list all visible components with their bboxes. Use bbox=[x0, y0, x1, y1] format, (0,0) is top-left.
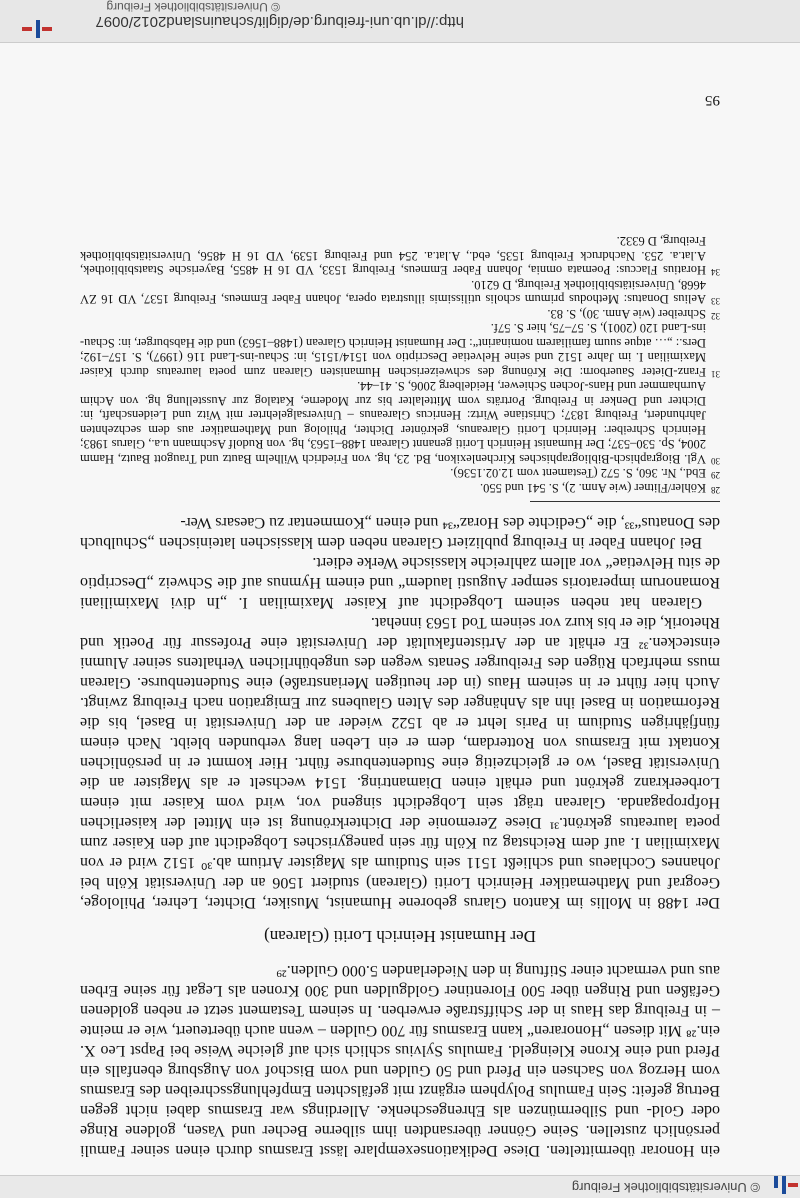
footnote bbox=[80, 307, 720, 322]
body-paragraph: ein Honorar übermittelten. Diese Dedikationsexemplare lässt Erasmus durch einen seiner Famuli persönlich zustellen. Seine Gönner übersandten ihm silberne Becher und Vasen, goldene Ringe oder Gold- und Silbermünzen als Ehrengeschenke. Allerdings war Erasmus dabei nicht gegen Betrug gefeit: Sein Famulus Polyphem ergänzt mit gefälschten Empfehlungsschreiben des Erasmus vom Herzog von Sachsen ein Pferd und 50 Gulden und vom Bischof von Augsburg ebenfalls ein Pferd und eine Krone Kleingeld. Famulus Sylvius schlich sich auf gleiche Weise bei Papst Leo X. ein.²⁸ Mit diesen „Honoraren“ kann Erasmus für 700 Gulden – wenn auch überteuert, wie er meinte – in Freiburg das Haus in der Schiffstraße erwerben. In seinem Testament setzt er neben goldenen Gefäßen und Ringen über 500 Florentiner Goldgulden und 300 Kronen als Legat für seine Erben aus und vermacht einer Stiftung in den Niederlanden 5.000 Gulden.²⁹ bbox=[80, 962, 720, 1159]
footnote-text: Ebd., Nr. 360, S. 572 (Testament vom 12.02.1536). bbox=[450, 466, 706, 481]
footnote-number: 34 bbox=[711, 267, 720, 278]
page-number: 95 bbox=[705, 92, 720, 108]
footnote-text: Franz-Dieter Sauerborn: Die Krönung des schweizerischen Humanisten Glarean zum poeta laureatus durch Kaiser Maximilian I. im Jahre 1512 und seine Helvetiae Descriptio von 1514/1515, in: Schau-ins-Land 116 (1997), S. 157–192; Ders.: „… atque suum familiarem nominarint“: Der Humanist Heinrich Glarean (1488–1563) und die Habsburger, in: Schau-ins-Land 120 (2001), S. 57–75, hier S. 57f. bbox=[80, 321, 706, 379]
footnote-number: 31 bbox=[711, 369, 720, 379]
footnote-number: 30 bbox=[711, 456, 720, 466]
body-paragraph: Glarean hat neben seinem Lobgedicht auf Kaiser Maximilian I. „In divi Maximiliani Romanorum imperatoris semper Augusti laudem“ und einem Hymnus auf die Schweiz „Descriptio de situ Helvetiae“ vor allem zahlreiche klassische Werke ediert. bbox=[80, 554, 720, 611]
footnote bbox=[80, 321, 720, 379]
footnote-text: Aelius Donatus: Methodus primum scholis utilissimis illustrata opera, Johann Faber Emmeus, Freiburg 1537, VD 16 ZV 4668, Universitätsbibliothek Freiburg, D 6210. bbox=[80, 278, 706, 307]
rights-holder-text: © Universitätsbibliothek Freiburg bbox=[106, 0, 280, 14]
footnote-number: 28 bbox=[711, 485, 720, 495]
footnote-number: 29 bbox=[711, 470, 720, 481]
body-paragraph: Bei Johann Faber in Freiburg publiziert Glarean neben dem klassischen lateinischen „Schulbuch des Donatus“³³, die „Gedichte des Horaz“³⁴ und einen „Kommentar zu Caesars Wer- bbox=[80, 514, 720, 551]
footnote-text: Vgl. Biographisch-Bibliographisches Kirchenlexikon, Bd. 23, hg. von Friedrich Wilhelm Bautz und Traugott Bautz, Hamm 2004, Sp. 530–537; Der Humanist Heinrich Loriti genannt Glarean 1488–1563, hg. von Rudolf Aschmann u.a., Glarus 1983; Heinrich Schreiber: Heinrich Loriti Glareanus, gekrönter Dichter, Philolog und Mathematiker aus dem sechzehnten Jahrhundert, Freiburg 1837; Christiane Wirtz: Henricus Glareanus – Universalgelehrter mit Witz und Leidenschaft, in: Dichter und Denker in Freiburg. Porträts vom Mittelalter bis zur Moderne, Katalog zur Ausstellung hg. von Achim Aurnhammer und Hans-Jochen Schiewer, Heidelberg 2006, S. 41–44. bbox=[80, 379, 706, 466]
footnote-text: Schreiber (wie Anm. 30), S. 83. bbox=[547, 307, 706, 321]
footnote bbox=[80, 379, 720, 466]
section-heading: Der Humanist Heinrich Loriti (Glarean) bbox=[264, 927, 536, 946]
footnote-divider bbox=[530, 501, 720, 502]
footnote bbox=[80, 234, 720, 278]
viewer-top-bar bbox=[0, 1175, 800, 1198]
footnote bbox=[80, 278, 720, 307]
footnote-text: Köhler/Flitner (wie Anm. 2), S. 541 und 550. bbox=[479, 481, 706, 495]
footnote bbox=[80, 466, 720, 481]
body-paragraph: Der 1488 in Mollis im Kanton Glarus geborene Humanist, Musiker, Dichter, Lehrer, Philologe, Geograf und Mathematiker Heinrich Loriti (Glarean) studiert 1506 an der Universität Köln bei Johannes Cochlaeus und schließt 1511 sein Studium als Magister Artium ab.³⁰ 1512 wird er von Maximilian I. auf dem Reichstag zu Köln für sein panegyrisches Lobgedicht auf den Kaiser zum poeta laureatus gekrönt.³¹ Diese Zeremonie der Dichterkrönung ist ein Mittel der kaiserlichen Hofpropaganda. Glarean trägt sein Lobgedicht singend vor, wird vom Kaiser mit einem Lorbeerkranz gekrönt und erhält einen Diamantring. 1514 wechselt er als Magister an die Universität Basel, wo er gleichzeitig eine Studentenburse führt. Hier kommt er in persönlichen Kontakt mit Erasmus von Rotterdam, dem er ein Leben lang verbunden bleibt. Nach einem fünfjährigen Studium in Paris lehrt er ab 1522 wieder an der Universität in Basel, bis die Reformation in Basel ihn als Anhänger des Alten Glaubens zur Emigration nach Freiburg zwingt. Auch hier führt er in seinem Haus (in der heutigen Merianstraße) eine Studentenburse. Glarean muss mehrfach Rügen des Freiburger Senats wegen des ungebührlichen Verhaltens seiner Alumni einstecken.³² Er erhält an der Artistenfakultät der Universität eine Professur für Poetik und Rhetorik, die er bis kurz vor seinem Tod 1563 innehat. bbox=[80, 614, 720, 911]
library-logo-icon bbox=[18, 20, 52, 38]
footnote-text: Horatius Flaccus: Poemata omnia, Johann Faber Emmeus, Freiburg 1533, VD 16 H 4855, Bayerische Staatsbibliothek, A.lat.a. 253. Nachdruck Freiburg 1535, ebd., A.lat.a. 254 und Freiburg 1539, VD 16 H 4856, Universitätsbibliothek Freiburg, D 6332. bbox=[80, 234, 706, 278]
library-logo-icon bbox=[764, 1176, 798, 1194]
viewer-bottom-bar bbox=[0, 0, 800, 43]
footnote-number: 32 bbox=[711, 311, 720, 321]
footnote bbox=[80, 481, 720, 496]
footnote-number: 33 bbox=[711, 296, 720, 307]
page-content bbox=[80, 234, 720, 1160]
rights-holder-text: © Universitätsbibliothek Freiburg bbox=[571, 1180, 760, 1195]
footnotes bbox=[80, 234, 720, 495]
permalink-url[interactable]: http://dl.ub.uni-freiburg.de/diglit/schauinsland2012/0097 bbox=[95, 13, 464, 30]
